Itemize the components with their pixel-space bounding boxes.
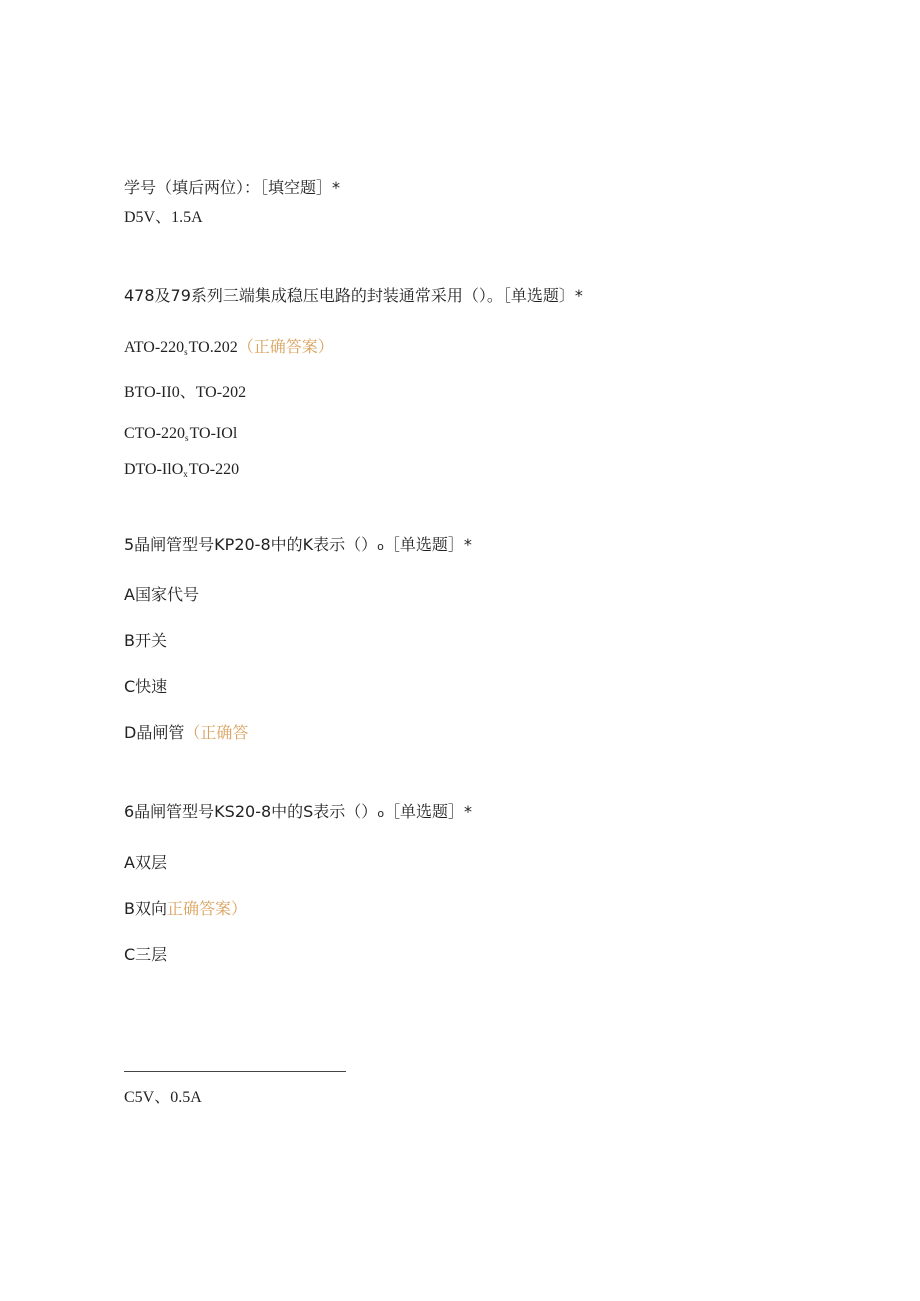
- question-type-tag: ［单选题］*: [384, 802, 473, 821]
- question-5-prompt: [124, 535, 472, 557]
- question-prompt-text: 478及79系列三端集成稳压电路的封装通常采用（）。［单选题〕*: [124, 286, 583, 305]
- option-label: CTO-220: [124, 425, 186, 442]
- question-5-option-c[interactable]: [124, 677, 167, 697]
- correct-answer-tag: 正确答案）: [166, 899, 247, 918]
- question-47-option-b[interactable]: [124, 383, 246, 403]
- option-label: D晶闸管: [124, 723, 185, 742]
- option-label: A双层: [124, 853, 167, 872]
- question-5-option-b[interactable]: [124, 631, 167, 651]
- option-label: B双向: [124, 899, 167, 918]
- question-prompt-mark: o: [377, 807, 385, 820]
- question-5-option-a[interactable]: [124, 585, 199, 605]
- option-label-suffix: TO.202: [188, 339, 238, 356]
- option-subscript: s: [185, 433, 189, 443]
- option-label-suffix: TO-IOl: [189, 425, 238, 442]
- question-5-option-d[interactable]: [124, 723, 248, 743]
- option-subscript: s: [184, 347, 188, 357]
- question-6-option-c[interactable]: [124, 945, 167, 965]
- option-subscript: x: [183, 469, 188, 479]
- question-student-id-prompt: [124, 178, 340, 198]
- question-prompt-text: 学号（填后两位）：［填空题］*: [124, 178, 341, 197]
- option-label-suffix: TO-220: [188, 461, 240, 478]
- question-6-option-a[interactable]: [124, 853, 167, 873]
- option-label: B开关: [124, 631, 167, 650]
- question-type-tag: ［单选题］*: [383, 535, 472, 554]
- answer-text: D5V、1.5A: [124, 209, 203, 226]
- correct-answer-tag: （正确答: [184, 723, 249, 742]
- option-label: BTO-II0、TO-202: [124, 384, 247, 401]
- correct-answer-tag: （正确答案）: [237, 337, 334, 356]
- answer-text-d: [124, 208, 203, 228]
- option-label: C快速: [124, 677, 168, 696]
- question-6-prompt: [124, 802, 472, 824]
- footnote-divider: [124, 1071, 346, 1072]
- question-prompt-text: 5晶闸管型号KP20-8中的K表示（）: [124, 535, 378, 554]
- question-6-option-b[interactable]: [124, 899, 247, 919]
- question-47-option-a[interactable]: [124, 337, 334, 362]
- option-label: ATO-220: [124, 339, 185, 356]
- question-47-prompt: [124, 286, 583, 306]
- footnote-label: C5V、0.5A: [124, 1089, 202, 1106]
- question-47-option-c[interactable]: [124, 423, 237, 448]
- question-prompt-text: 6晶闸管型号KS20-8中的S表示（）: [124, 802, 378, 821]
- footnote-text: [124, 1088, 202, 1108]
- option-label: A国家代号: [124, 585, 199, 604]
- question-47-option-d[interactable]: [124, 459, 239, 484]
- option-label: DTO-IlO: [124, 461, 184, 478]
- question-prompt-mark: o: [377, 540, 384, 553]
- option-label: C三层: [124, 945, 168, 964]
